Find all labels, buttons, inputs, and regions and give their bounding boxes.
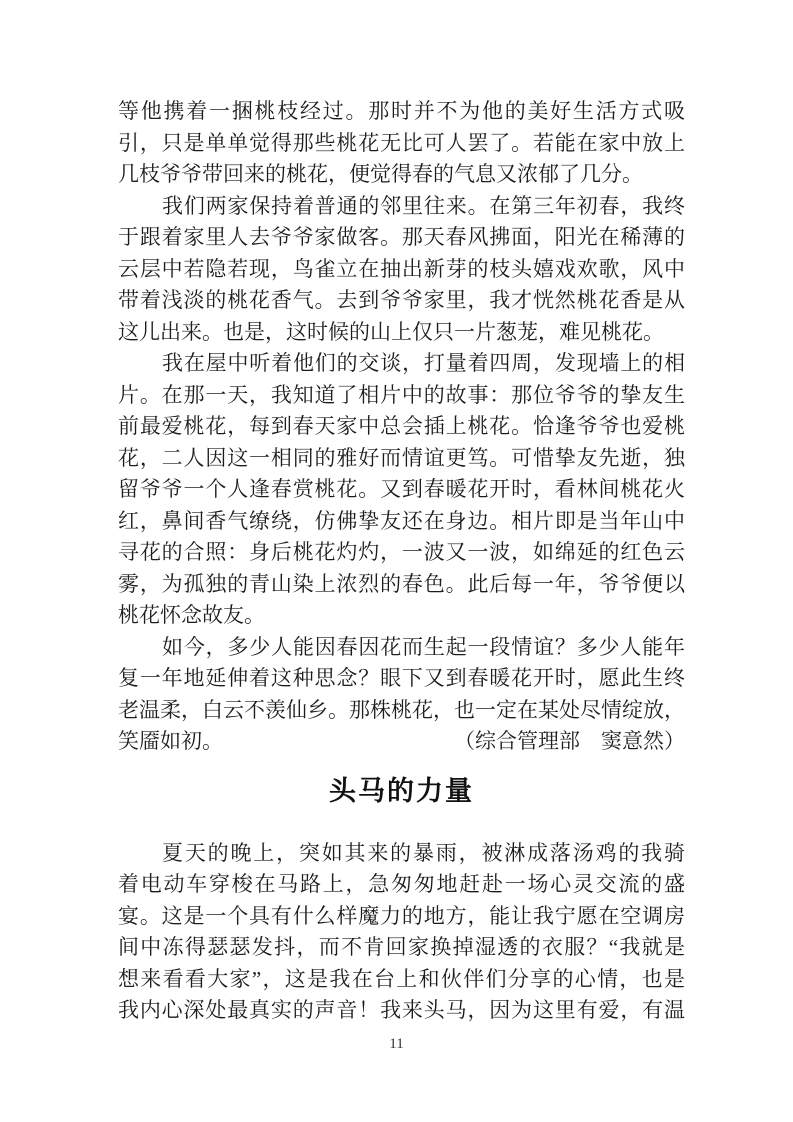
- paragraph: [118, 348, 685, 632]
- text-line: 宴。这是一个具有什么样魔力的地方，能让我宁愿在空调房: [118, 903, 685, 928]
- text-line: 这儿出来。也是，这时候的山上仅只一片葱茏，难见桃花。: [118, 319, 664, 344]
- article-title: 头马的力量: [329, 775, 474, 806]
- text-line: 带着浅淡的桃花香气。去到爷爷家里，我才恍然桃花香是从: [118, 288, 685, 312]
- text-line: 我内心深处最真实的声音！我来头马，因为这里有爱，有温: [118, 998, 685, 1022]
- byline: （综合管理部 窦意然）: [454, 729, 685, 753]
- text-line: 复一年地延伸着这种思念？眼下又到春暖花开时，愿此生终: [118, 666, 685, 690]
- article-peach-blossom: [118, 96, 685, 758]
- paragraph: [118, 96, 685, 191]
- text-line: 我们两家保持着普通的邻里往来。在第三年初春，我终: [162, 193, 685, 218]
- text-line: 想来看看大家”，这是我在台上和伙伴们分享的心情，也是: [118, 966, 685, 991]
- paragraph: [118, 838, 685, 1027]
- text-line: 片。在那一天，我知道了相片中的故事：那位爷爷的挚友生: [118, 382, 685, 407]
- text-line: 间中冻得瑟瑟发抖，而不肯回家换掉湿透的衣服？“我就是: [118, 935, 685, 959]
- text-line: 老温柔，白云不羡仙乡。那株桃花，也一定在某处尽情绽放，: [118, 697, 685, 722]
- text-line: 桃花怀念故友。: [118, 603, 265, 627]
- page-content: [118, 96, 685, 1027]
- text-line: 留爷爷一个人逢春赏桃花。又到春暖花开时，看林间桃花火: [118, 477, 685, 501]
- paragraph: [118, 191, 685, 349]
- text-line: 云层中若隐若现，鸟雀立在抽出新芽的枝头嬉戏欢歌，风中: [118, 256, 685, 281]
- closing-line: [118, 726, 685, 758]
- text-line: 引，只是单单觉得那些桃花无比可人罢了。若能在家中放上: [118, 130, 685, 155]
- text-line: 于跟着家里人去爷爷家做客。那天春风拂面，阳光在稀薄的: [118, 225, 685, 249]
- text-line: 等他携着一捆桃枝经过。那时并不为他的美好生活方式吸: [118, 99, 685, 123]
- page-number: 11: [389, 1036, 404, 1052]
- paragraph: [118, 632, 685, 758]
- text-line: 着电动车穿梭在马路上，急匆匆地赶赴一场心灵交流的盛: [118, 872, 685, 896]
- text-line: 夏天的晚上，突如其来的暴雨，被淋成落汤鸡的我骑: [162, 840, 685, 865]
- text-line: 红，鼻间香气缭绕，仿佛挚友还在身边。相片即是当年山中: [118, 508, 685, 533]
- text-line: 寻花的合照：身后桃花灼灼，一波又一波，如绵延的红色云: [118, 540, 685, 564]
- text-line: 花，二人因这一相同的雅好而情谊更笃。可惜挚友先逝，独: [118, 445, 685, 470]
- text-line: 雾，为孤独的青山染上浓烈的春色。此后每一年，爷爷便以: [118, 571, 685, 596]
- text-line: 如今，多少人能因春因花而生起一段情谊？多少人能年: [162, 634, 685, 659]
- closing-text: 笑靥如初。: [118, 729, 223, 753]
- article-toastmasters: [118, 838, 685, 1027]
- text-line: 我在屋中听着他们的交谈，打量着四周，发现墙上的相: [162, 351, 685, 375]
- text-line: 几枝爷爷带回来的桃花，便觉得春的气息又浓郁了几分。: [118, 162, 643, 186]
- text-line: 前最爱桃花，每到春天家中总会插上桃花。恰逢爷爷也爱桃: [118, 414, 685, 438]
